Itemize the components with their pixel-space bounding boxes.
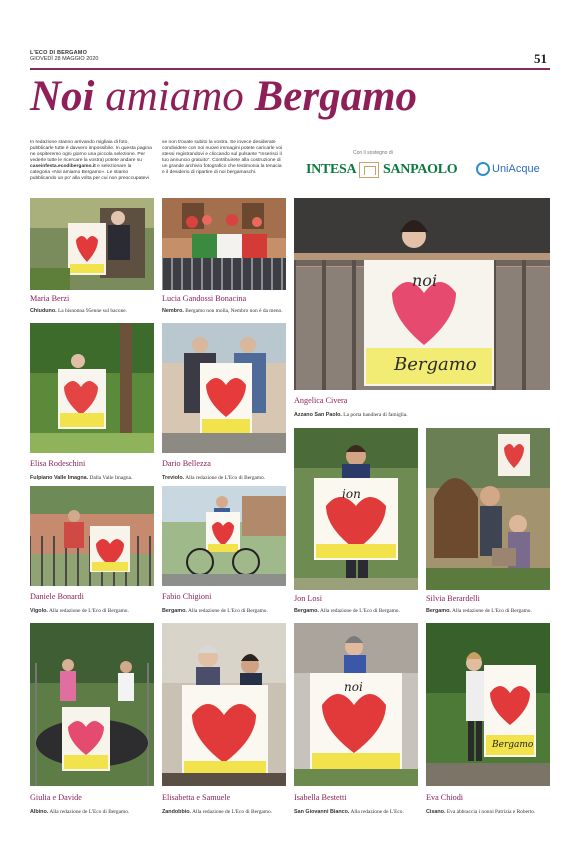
photo-caption: [162, 475, 265, 481]
photo-caption: [162, 608, 268, 614]
photo-caption: [162, 809, 272, 815]
caption-place: Nembro.: [162, 308, 184, 314]
photo-caption: [30, 475, 132, 481]
caption-place: Treviolo.: [162, 475, 185, 481]
photo-name: Angelica Civera: [294, 396, 348, 405]
photo-name: Lucia Gandossi Bonacina: [162, 294, 247, 303]
photo-caption: [426, 608, 532, 614]
flag-text: noi: [344, 680, 363, 694]
photo-elisa-rodeschini: [30, 323, 154, 453]
photo-maria-berzi: [30, 198, 154, 290]
intro-text: In redazione stanno arrivando migliaia di foto, pubblicarle tutte è davvero impossibile. In questa pagina ne ospiteremo ogni giorno una piccola selezione. Per vederle tutte le ricercare la vostra) potete andare su: [30, 140, 152, 163]
caption-place: Albino.: [30, 809, 49, 815]
caption-place: Bergamo.: [162, 608, 187, 614]
caption-text: Eva abbraccia i nonni Patrizia e Roberto.: [446, 809, 536, 815]
flag-text: ion: [342, 487, 361, 501]
photo-isabella-bestetti: [294, 623, 418, 786]
photo-jon-losi: [294, 428, 418, 590]
caption-text: Bergamo non molla, Nembro non è da meno.: [185, 308, 283, 314]
caption-place: Azzano San Paolo.: [294, 412, 342, 418]
caption-place: Zandobbio.: [162, 809, 192, 815]
caption-place: Bergamo.: [426, 608, 451, 614]
svg-text:noi: noi: [412, 271, 438, 290]
photo-name: Giulia e Davide: [30, 793, 82, 802]
photo-name: Elisabetta e Samuele: [162, 793, 231, 802]
photo-name: Fabio Chigioni: [162, 592, 212, 601]
caption-text: Alla redazione de L'Eco di Bergamo.: [185, 475, 266, 481]
header-rule: [30, 68, 550, 70]
issue-date: GIOVEDÌ 28 MAGGIO 2020: [30, 56, 99, 62]
headline-part-2: amiamo: [105, 73, 244, 120]
caption-text: Alla redazione de L'Eco di Bergamo.: [192, 809, 273, 815]
page-number: 51: [534, 51, 547, 66]
intesa-sanpaolo-mark-icon: [359, 162, 379, 178]
caption-place: San Giovanni Bianco.: [294, 809, 350, 815]
photo-caption: [30, 608, 129, 614]
caption-place: Vigolo.: [30, 608, 48, 614]
intro-text: e selezionare la categoria «Noi amiamo Bergamo». Le stiamo pubblicando un po' alla volta per cui non preoccupatevi: [30, 164, 149, 181]
masthead: [30, 50, 98, 62]
photo-caption: [426, 809, 535, 815]
photo-name: Maria Berzi: [30, 294, 70, 303]
flag-text: Bergamo: [492, 740, 534, 750]
caption-place: Bergamo.: [294, 608, 319, 614]
sanpaolo-logo: SANPAOLO: [383, 162, 458, 177]
photo-name: Eva Chiodi: [426, 793, 464, 802]
uniacque-logo: UniAcque: [492, 163, 540, 175]
photo-name: Silvia Berardelli: [426, 594, 480, 603]
caption-text: Alla redazione de L'Eco di Bergamo.: [48, 608, 129, 614]
photo-caption: [30, 308, 127, 314]
caption-place: Chiuduno.: [30, 308, 57, 314]
sponsor-label: Con il sostegno di: [353, 150, 393, 156]
photo-dario-bellezza: [162, 323, 286, 453]
photo-name: Jon Losi: [294, 594, 322, 603]
photo-angelica-civera: [294, 198, 550, 390]
intesa-logo: INTESA: [306, 162, 357, 177]
caption-place: Fulpiano Valle Imagna.: [30, 475, 89, 481]
page-headline: [30, 72, 417, 122]
intro-link[interactable]: caseinfesta.ecodibergamo.it: [30, 164, 96, 169]
intro-column-2: se non trovate subito la vostra. Se invece desiderate condividere con noi nuove immagini potete caricarle voi stessi registrandovi e cliccando sul pulsante "Inserisci il tuo annuncio gratuito". Contribuirete alla costruzione di un grande archivio fotografico che testimonia la tenacia e il desiderio di ripartire di noi bergamaschi.: [162, 140, 283, 175]
photo-caption: [294, 608, 400, 614]
caption-text: Dalla Valle Imagna.: [89, 475, 133, 481]
headline-part-1: Noi: [30, 73, 95, 120]
photo-name: Daniele Bonardi: [30, 592, 84, 601]
photo-name: Elisa Rodeschini: [30, 459, 86, 468]
photo-caption: [294, 809, 404, 815]
photo-caption: [162, 308, 283, 314]
caption-text: Alla redazione de L'Eco di Bergamo.: [319, 608, 400, 614]
intro-column-1: [30, 140, 152, 182]
uniacque-drop-icon: [476, 162, 490, 176]
photo-eva-chiodi: [426, 623, 550, 786]
photo-name: Isabella Bestetti: [294, 793, 347, 802]
photo-daniele-bonardi: [30, 486, 154, 586]
svg-text:Bergamo: Bergamo: [394, 354, 477, 375]
photo-lucia-gandossi: [162, 198, 286, 290]
photo-name: Dario Bellezza: [162, 459, 211, 468]
photo-silvia-berardelli: [426, 428, 550, 590]
caption-text: Alla redazione de L'Eco di Bergamo.: [49, 809, 130, 815]
caption-text: Alla redazione de L'Eco di Bergamo.: [451, 608, 532, 614]
headline-part-3: Bergamo: [254, 73, 418, 120]
photo-elisabetta-e-samuele: [162, 623, 286, 786]
photo-fabio-chigioni: [162, 486, 286, 586]
caption-text: La porta bandiera di famiglia.: [343, 412, 408, 418]
photo-giulia-e-davide: [30, 623, 154, 786]
caption-place: Cisano.: [426, 809, 446, 815]
caption-text: Alla redazione de L'Eco di Bergamo.: [187, 608, 268, 614]
photo-caption: [294, 412, 408, 418]
photo-caption: [30, 809, 129, 815]
caption-text: La bisnonna 95enne sul bacone.: [58, 308, 128, 314]
newspaper-name: L'ECO DI BERGAMO: [30, 50, 88, 56]
caption-text: Alla redazione de L'Eco.: [350, 809, 404, 815]
